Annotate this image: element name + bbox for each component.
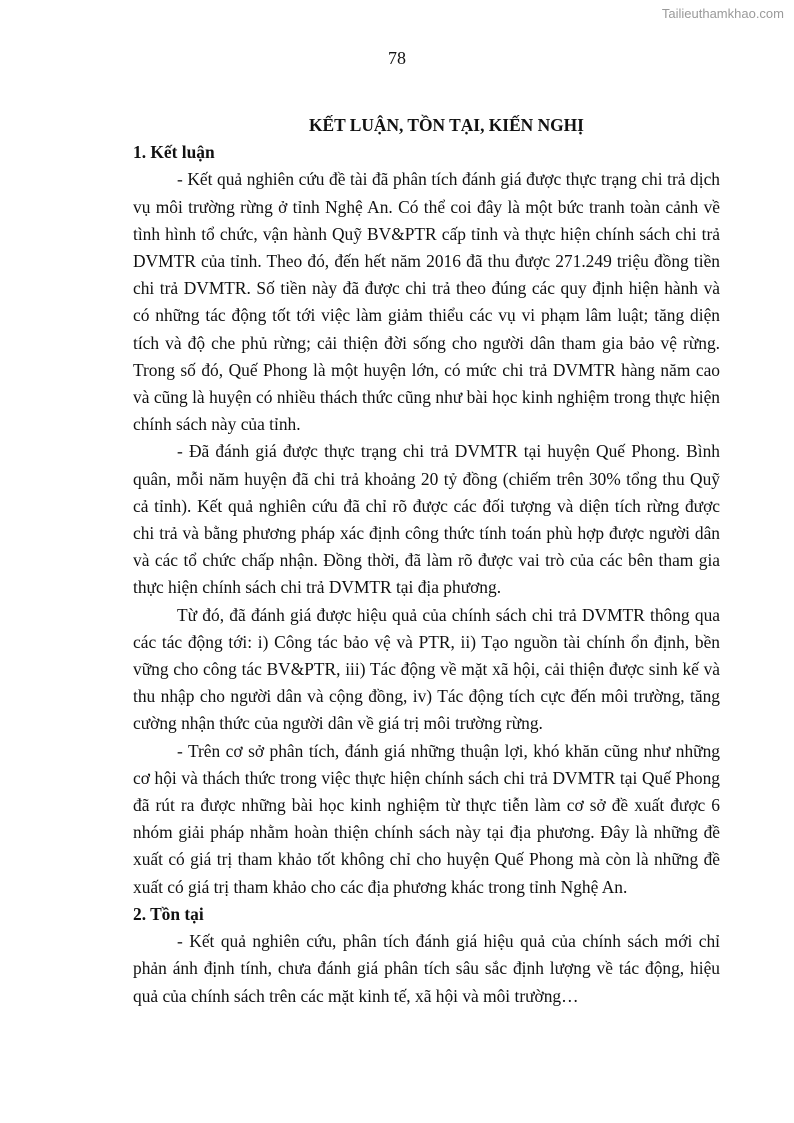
paragraph: - Đã đánh giá được thực trạng chi trả DVMTR tại huyện Quế Phong. Bình quân, mỗi năm huyện đã chi trả khoảng 20 tỷ đồng (chiếm trên 30% tổng thu Quỹ cả tỉnh). Kết quả nghiên cứu đã chỉ rõ được các đối tượng và diện tích rừng được chi trả và bằng phương pháp xác định công thức tính toán phù hợp được người dân và các tổ chức chấp nhận. Đồng thời, đã làm rõ được vai trò của các bên tham gia thực hiện chính sách chi trả DVMTR tại địa phương.: [133, 441, 720, 598]
paragraph: - Trên cơ sở phân tích, đánh giá những thuận lợi, khó khăn cũng như những cơ hội và thách thức trong việc thực hiện chính sách chi trả DVMTR tại Quế Phong đã rút ra được những bài học kinh nghiệm từ thực tiễn làm cơ sở đề xuất được 6 nhóm giải pháp nhằm hoàn thiện chính sách này tại địa phương. Đây là những đề xuất có giá trị tham khảo tốt không chỉ cho huyện Quế Phong mà còn là những đề xuất có giá trị tham khảo cho các địa phương khác trong tỉnh Nghệ An.: [133, 740, 720, 897]
chapter-title: KẾT LUẬN, TỒN TẠI, KIẾN NGHỊ: [309, 115, 584, 135]
paragraph: - Kết quả nghiên cứu đề tài đã phân tích đánh giá được thực trạng chi trả dịch vụ môi trường rừng ở tỉnh Nghệ An. Có thể coi đây là một bức tranh toàn cảnh về tình hình tổ chức, vận hành Quỹ BV&PTR cấp tỉnh và thực hiện chính sách chi trả DVMTR của tỉnh. Theo đó, đến hết năm 2016 đã thu được 271.249 triệu đồng tiền chi trả DVMTR. Số tiền này đã được chi trả theo đúng các quy định hiện hành và có những tác động tốt tới việc làm giảm thiểu các vụ vi phạm lâm luật; tăng diện tích và độ che phủ rừng; cải thiện đời sống cho người dân tham gia bảo vệ rừng. Trong số đó, Quế Phong là một huyện lớn, có mức chi trả DVMTR hàng năm cao và cũng là huyện có nhiều thách thức cũng như bài học kinh nghiệm trong thực hiện chính sách này của tỉnh.: [133, 169, 720, 435]
paragraph: - Kết quả nghiên cứu, phân tích đánh giá hiệu quả của chính sách mới chỉ phản ánh định tính, chưa đánh giá phân tích sâu sắc định lượng về tác động, hiệu quả của chính sách trên các mặt kinh tế, xã hội và môi trường…: [133, 931, 720, 1006]
section-heading-conclusion: 1. Kết luận: [133, 142, 215, 163]
watermark: Tailieuthamkhao.com: [661, 6, 784, 21]
section-heading-limitations: 2. Tồn tại: [133, 903, 204, 924]
paragraph: Từ đó, đã đánh giá được hiệu quả của chính sách chi trả DVMTR thông qua các tác động tới: i) Công tác bảo vệ và PTR, ii) Tạo nguồn tài chính ổn định, bền vững cho công tác BV&PTR, iii) Tác động về mặt xã hội, cải thiện được sinh kế và thu nhập cho người dân và cộng đồng, iv) Tác động tích cực đến môi trường, tăng cường nhận thức của người dân về giá trị môi trường rừng.: [133, 604, 720, 734]
page-number: 78: [388, 48, 406, 68]
document-body: [133, 112, 720, 1010]
